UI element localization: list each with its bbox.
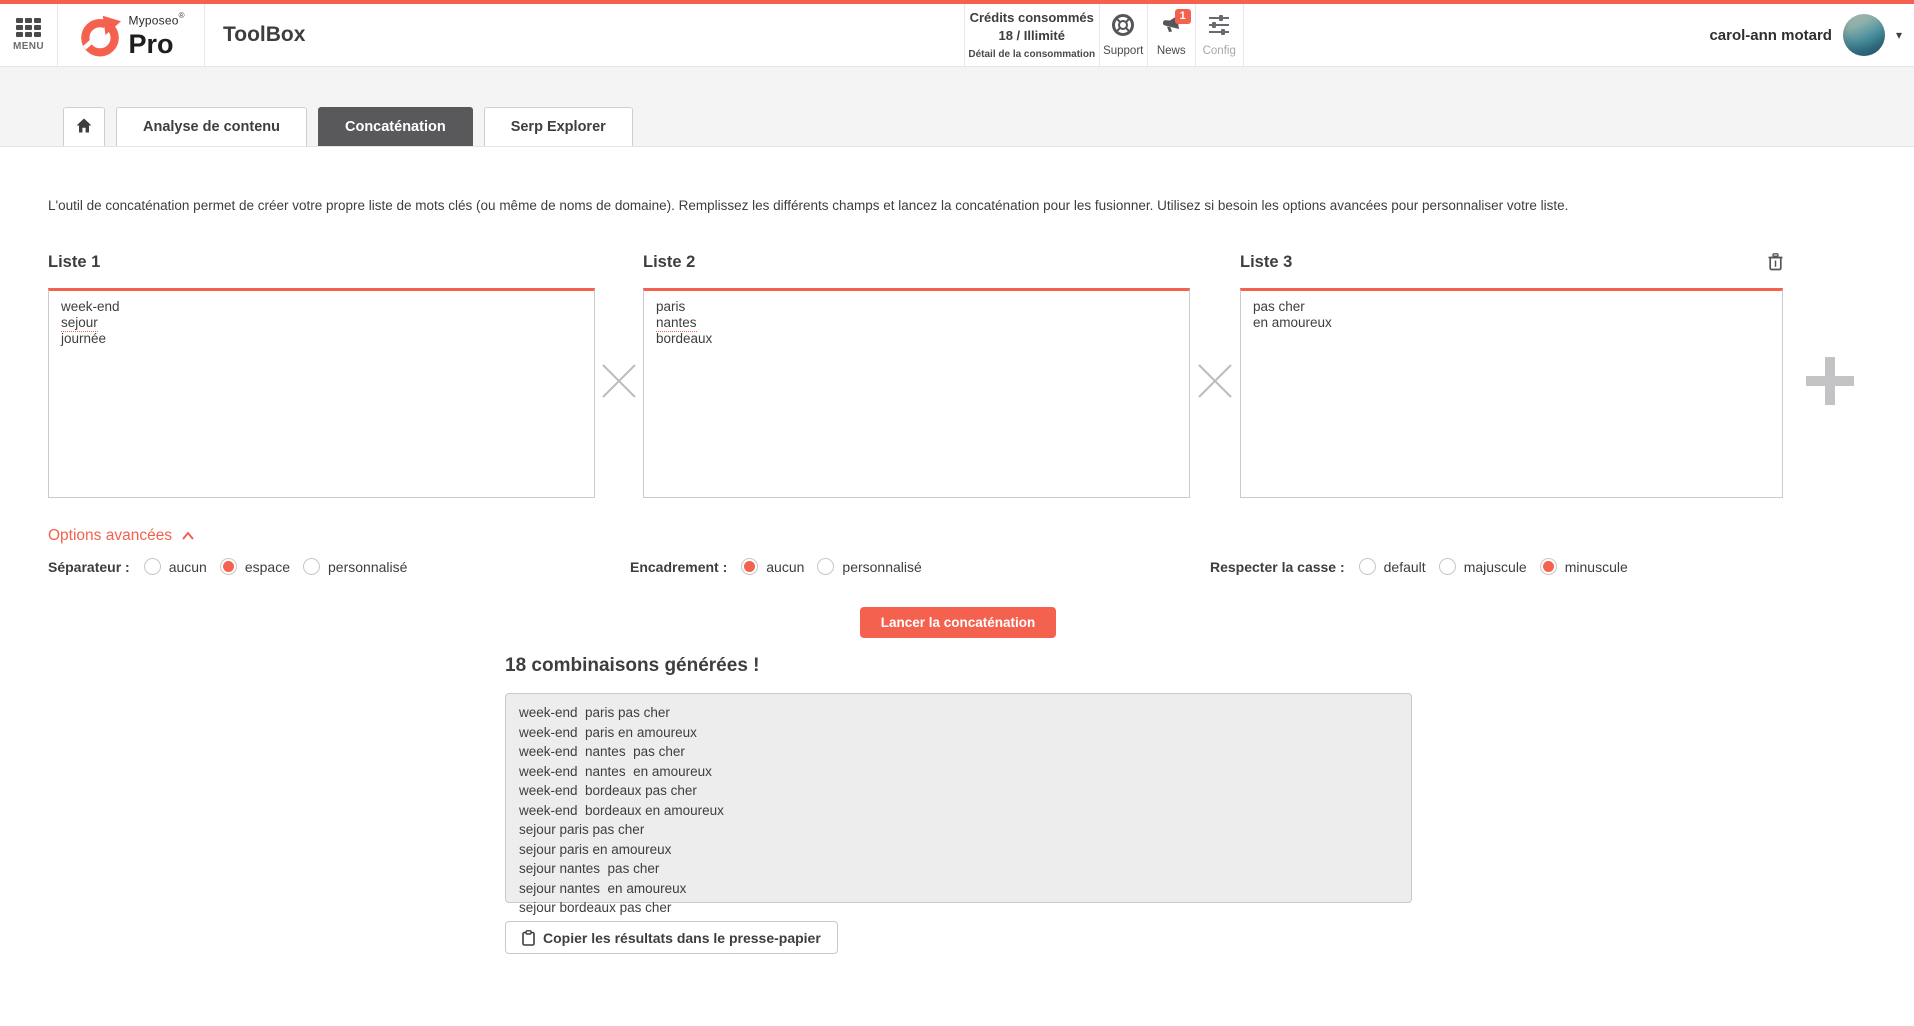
toolbox-tabs: [63, 107, 633, 146]
radio-circle: [1359, 558, 1376, 575]
liste-1-title: Liste 1: [48, 252, 101, 271]
liste-1-header: [48, 250, 595, 274]
liste-1-column: [48, 250, 595, 498]
app-title: ToolBox: [223, 23, 306, 46]
result-item: week-end bordeaux pas cher: [519, 783, 697, 798]
liste-3-textarea[interactable]: [1240, 288, 1783, 498]
result-item: sejour nantes en amoureux: [519, 880, 687, 896]
tab-concatenation[interactable]: [318, 107, 473, 146]
credits-value: 18 / Illimité: [998, 28, 1065, 43]
header-support-label: Support: [1103, 45, 1144, 57]
header-support-button[interactable]: [1100, 4, 1148, 66]
liste-2-header: [643, 250, 1190, 274]
header-news-button[interactable]: [1148, 4, 1196, 66]
result-item: week-end paris pas cher: [519, 705, 670, 720]
radio-label: personnalisé: [328, 558, 408, 575]
news-badge: 1: [1175, 9, 1191, 24]
radio-personnalise[interactable]: [303, 558, 407, 575]
liste-1-textarea[interactable]: [48, 288, 595, 498]
word: journée: [61, 331, 107, 346]
sliders-icon: [1207, 13, 1231, 42]
liste-line: [1253, 315, 1770, 331]
radio-personnalise[interactable]: [817, 558, 921, 575]
liste-2-textarea[interactable]: [643, 288, 1190, 498]
radio-label: aucun: [168, 558, 207, 575]
options-avancees-toggle[interactable]: [48, 527, 195, 545]
word: paris: [656, 299, 686, 314]
copy-results-button[interactable]: [505, 921, 838, 954]
liste-line: [61, 299, 582, 315]
credits-summary: [964, 4, 1100, 66]
option-group-label: Encadrement :: [630, 558, 728, 575]
plus-icon: [1806, 357, 1854, 405]
results-heading: 18 combinaisons générées !: [505, 655, 760, 676]
cross-product-x-icon: [595, 250, 643, 400]
liste-line: [61, 331, 582, 347]
user-name: carol-ann motard: [1709, 26, 1832, 44]
lists-row: [48, 250, 1860, 498]
result-item: sejour nantes pas cher: [519, 861, 660, 876]
liste-3-header: [1240, 250, 1783, 274]
results-list[interactable]: [505, 693, 1412, 915]
radio-circle: [817, 558, 834, 575]
launch-concatenation-button[interactable]: Lancer la concaténation: [860, 607, 1056, 638]
intro-text: L'outil de concaténation permet de créer votre propre liste de mots clés (ou même de noms de domaine). Remplissez les différents champs et lancez la concaténation pour les fusionner. Utilisez si besoin les options avancées pour personnaliser votre liste.: [48, 198, 1569, 213]
radio-label: aucun: [766, 558, 805, 575]
tab-label: Concaténation: [344, 119, 446, 135]
header-config-button[interactable]: [1196, 4, 1244, 66]
tab-label: Analyse de contenu: [143, 119, 280, 135]
liste-3-title: Liste 3: [1240, 252, 1293, 271]
credits-label: Crédits consommés: [969, 9, 1094, 25]
header-config-label: Config: [1202, 45, 1236, 57]
brand-tier: Pro: [128, 28, 174, 59]
radio-label: espace: [244, 558, 291, 575]
option-group-label: Respecter la casse :: [1210, 558, 1345, 575]
option-group-separateur: [48, 558, 420, 575]
misspelled-word: sejour: [61, 315, 98, 330]
result-item: week-end bordeaux en amoureux: [519, 802, 724, 818]
radio-majuscule[interactable]: [1439, 558, 1527, 575]
tab-label: Serp Explorer: [510, 119, 606, 135]
liste-line: [656, 331, 1177, 347]
app-header: [0, 4, 1914, 67]
result-item: sejour paris en amoureux: [519, 841, 672, 857]
menu-button[interactable]: [0, 4, 58, 66]
liste-line: [656, 299, 1177, 315]
tab-serp-explorer[interactable]: [484, 107, 633, 146]
word: week-end: [61, 299, 120, 314]
header-news-label: News: [1156, 45, 1186, 57]
brand-name: Myposeo: [128, 13, 179, 28]
options-avancees-label: Options avancées: [48, 527, 173, 544]
word: pas cher: [1253, 299, 1305, 314]
tab-band: [0, 67, 1914, 147]
radio-label: minuscule: [1564, 558, 1628, 575]
radio-espace[interactable]: [220, 558, 290, 575]
option-group-label: Séparateur :: [48, 558, 130, 575]
word: bordeaux: [656, 331, 713, 346]
brand-reg: ®: [178, 11, 185, 21]
radio-label: default: [1383, 558, 1426, 575]
chevron-up-icon: [181, 531, 195, 541]
radio-minuscule[interactable]: [1540, 558, 1628, 575]
option-group-encadrement: [630, 558, 935, 575]
avatar: [1843, 14, 1885, 56]
radio-circle: [220, 558, 237, 575]
result-item: sejour paris pas cher: [519, 822, 645, 837]
liste-line: [61, 315, 582, 331]
tab-analyse-de-contenu[interactable]: [116, 107, 307, 146]
radio-circle: [741, 558, 758, 575]
chevron-down-icon: ▾: [1895, 28, 1902, 42]
word: en amoureux: [1253, 315, 1332, 330]
clipboard-icon: [522, 930, 535, 946]
radio-circle: [144, 558, 161, 575]
misspelled-word: nantes: [656, 315, 697, 330]
advanced-options-row: [0, 558, 1914, 586]
radio-circle: [1439, 558, 1456, 575]
liste-line: [656, 315, 1177, 331]
home-icon: [76, 118, 92, 137]
add-list-button[interactable]: [1800, 250, 1860, 406]
liste-2-column: [643, 250, 1190, 498]
radio-circle: [1540, 558, 1557, 575]
myposeo-logo-icon: [78, 12, 122, 58]
tab-home[interactable]: [63, 107, 105, 146]
option-group-respecter-la-casse: [1210, 558, 1641, 575]
radio-default[interactable]: [1359, 558, 1426, 575]
radio-aucun[interactable]: [144, 558, 207, 575]
brand-logo[interactable]: [58, 4, 205, 66]
result-item: week-end nantes pas cher: [519, 744, 685, 759]
result-item: week-end paris en amoureux: [519, 724, 697, 740]
copy-results-label: Copier les résultats dans le presse-papier: [543, 929, 821, 946]
menu-grid-icon: [16, 18, 41, 37]
radio-aucun[interactable]: [741, 558, 804, 575]
result-item: sejour bordeaux pas cher: [519, 900, 672, 915]
cross-product-x-icon: [1190, 250, 1240, 400]
user-menu[interactable]: [1244, 4, 1914, 66]
radio-label: personnalisé: [842, 558, 922, 575]
delete-liste-3-button[interactable]: [1768, 253, 1783, 271]
lifebuoy-icon: [1111, 13, 1135, 42]
liste-3-column: [1240, 250, 1783, 498]
liste-2-title: Liste 2: [643, 252, 696, 271]
credits-detail-link[interactable]: Détail de la consommation: [968, 49, 1096, 61]
radio-label: majuscule: [1463, 558, 1527, 575]
liste-line: [1253, 299, 1770, 315]
radio-circle: [303, 558, 320, 575]
menu-label: MENU: [12, 41, 45, 52]
result-item: week-end nantes en amoureux: [519, 763, 712, 779]
